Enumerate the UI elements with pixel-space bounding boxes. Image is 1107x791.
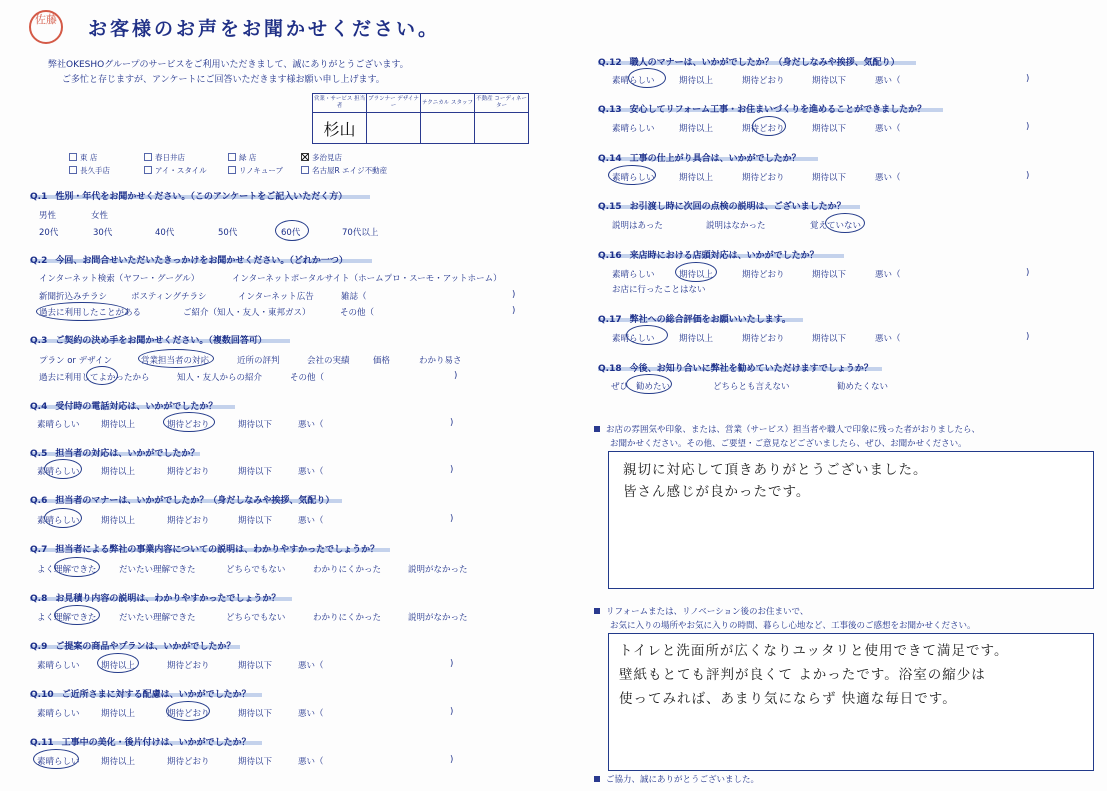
option-dont-remember[interactable]: 覚えていない (810, 221, 862, 231)
answer-circle (825, 213, 865, 233)
question-q14: Q.14 工事の仕上がり具合は、いかがでしたか？ (598, 154, 801, 164)
option-above[interactable]: 期待以上 (101, 709, 136, 719)
checkbox-icon (301, 166, 309, 174)
option-price[interactable]: 価格 (373, 356, 391, 366)
question-q10: Q.10 ご近所さまに対する配慮は、いかがでしたか？ (30, 690, 251, 700)
checkbox-icon (69, 166, 77, 174)
question-q11: Q.11 工事中の美化・後片付けは、いかがでしたか？ (30, 738, 251, 748)
answer-circle (33, 749, 79, 769)
option-as-expected[interactable]: 期待どおり (742, 270, 785, 280)
option-other[interactable]: その他（ (290, 373, 325, 383)
option-above[interactable]: 期待以上 (101, 467, 136, 477)
checkbox-icon (144, 153, 152, 161)
question-q8: Q.8 お見積り内容の説明は、わかりやすかったでしょうか？ (30, 594, 281, 604)
option-other[interactable]: その他（ (340, 308, 375, 318)
question-q12: Q.12 職人のマナーは、いかがでしたか？（身だしなみや挨拶、気配り） (598, 58, 900, 68)
option-bad[interactable]: 悪い（ (298, 467, 324, 477)
option-as-expected[interactable]: 期待どおり (167, 516, 210, 526)
question-q6: Q.6 担当者のマナーは、いかがでしたか？（身だしなみや挨拶、気配り） (30, 496, 335, 506)
answer-circle (36, 302, 128, 321)
option-below[interactable]: 期待以下 (812, 124, 847, 134)
option-excellent[interactable]: 素晴らしい (612, 76, 655, 86)
option-unclear[interactable]: わかりにくかった (313, 565, 382, 575)
option-excellent[interactable]: 素晴らしい (37, 516, 80, 526)
option-not-recommend[interactable]: 勧めたくない (837, 382, 889, 392)
question-q5: Q.5 担当者の対応は、いかがでしたか？ (30, 449, 200, 459)
option-bad[interactable]: 悪い（ (298, 516, 324, 526)
paren-close: ) (1026, 171, 1030, 181)
staff-header: テクニカル スタッフ (421, 94, 475, 113)
bullet-square-icon (594, 608, 600, 614)
option-female[interactable]: 女性 (91, 211, 109, 221)
option-above[interactable]: 期待以上 (101, 516, 136, 526)
answer-circle (97, 653, 139, 673)
answer-circle (138, 349, 214, 368)
answer-circle (752, 116, 786, 136)
answer-circle (54, 605, 100, 625)
option-below[interactable]: 期待以下 (812, 76, 847, 86)
option-below[interactable]: 期待以下 (812, 270, 847, 280)
option-mostly-understood[interactable]: だいたい理解できた (119, 613, 196, 623)
option-as-expected[interactable]: 期待どおり (742, 334, 785, 344)
store-checkbox[interactable]: 緑 店 (228, 152, 256, 163)
option-reputation[interactable]: 近所の評判 (237, 356, 280, 366)
option-age-20[interactable]: 20代 (39, 228, 59, 238)
staff-header: プランナー デザイナー (367, 94, 421, 113)
question-q16: Q.16 来店時における店頭対応は、いかがでしたか？ (598, 251, 819, 261)
answer-circle (86, 366, 118, 385)
option-as-expected[interactable]: 期待どおり (167, 467, 210, 477)
option-as-expected[interactable]: 期待どおり (167, 420, 210, 430)
option-portal-site[interactable]: インターネットポータルサイト（ホームプロ・スーモ・アットホーム） (232, 274, 502, 284)
answer-circle (44, 459, 82, 479)
staff-header: 営業・サービス 担当者 (313, 94, 367, 113)
option-as-expected[interactable]: 期待どおり (742, 76, 785, 86)
question-q13: Q.13 安心してリフォーム工事・お住まいづくりを進めることができましたか？ (598, 105, 927, 115)
answer-circle (166, 701, 210, 721)
option-past-user[interactable]: 過去に利用したことがある (39, 308, 142, 318)
realestate-cell[interactable] (475, 113, 529, 144)
option-as-expected[interactable]: 期待どおり (742, 173, 785, 183)
option-clarity[interactable]: わかり易さ (419, 356, 462, 366)
intro-line-1: 弊社OKESHOグループのサービスをご利用いただきまして、誠にありがとうございます。 (48, 60, 409, 70)
option-referral[interactable]: ご紹介（知人・友人・東邦ガス） (183, 308, 311, 318)
paren-close: ) (450, 514, 454, 524)
option-above[interactable]: 期待以上 (101, 757, 136, 767)
comment2-line: 使ってみれば、あまり気にならず 快適な毎日です。 (619, 691, 957, 707)
store-checkbox[interactable]: 東 店 (69, 152, 97, 163)
checkbox-icon (228, 153, 236, 161)
option-excellent[interactable]: 素晴らしい (37, 420, 80, 430)
question-q1: Q.1 性別・年代をお聞かせください。（このアンケートをご記入いただく方） (30, 192, 348, 202)
comment1-box[interactable] (608, 451, 1094, 589)
option-below[interactable]: 期待以下 (812, 334, 847, 344)
option-past-good[interactable]: 過去に利用してよかったから (39, 373, 150, 383)
store-checkbox[interactable]: リノキューブ (228, 165, 283, 176)
option-excellent[interactable]: 素晴らしい (37, 709, 80, 719)
comment2-prompt: リフォームまたは、リノベーション後のお住まいで、 (594, 605, 808, 617)
paren-close: ) (450, 707, 454, 717)
option-below[interactable]: 期待以下 (238, 420, 273, 430)
option-web-ad[interactable]: インターネット広告 (238, 292, 314, 302)
option-above[interactable]: 期待以上 (679, 334, 714, 344)
option-below[interactable]: 期待以下 (238, 661, 273, 671)
checked-checkbox-icon (301, 153, 309, 161)
answer-circle (163, 412, 215, 432)
option-above[interactable]: 期待以上 (101, 661, 136, 671)
option-recommend[interactable]: 勧めたい (636, 382, 671, 392)
option-above[interactable]: 期待以上 (679, 76, 714, 86)
option-bad[interactable]: 悪い（ (298, 420, 324, 430)
option-bad[interactable]: 悪い（ (875, 76, 901, 86)
option-never-visited[interactable]: お店に行ったことはない (612, 285, 706, 295)
option-explained[interactable]: 説明はあった (612, 221, 663, 231)
answer-circle (626, 374, 672, 394)
answer-circle (275, 220, 309, 241)
answer-circle (44, 508, 82, 528)
store-checkbox[interactable]: 長久手店 (69, 165, 110, 176)
bullet-square-icon (594, 426, 600, 432)
option-magazine[interactable]: 雑誌（ (341, 292, 367, 302)
answer-circle (54, 557, 100, 577)
store-checkbox-checked[interactable]: 多治見店 (301, 152, 342, 163)
option-as-expected[interactable]: 期待どおり (167, 661, 210, 671)
paren-close: ) (450, 659, 454, 669)
staff-table (312, 93, 529, 144)
comment1-prompt: お店の雰囲気や印象、または、営業（サービス）担当者や職人で印象に残った者がおりましたら、 (594, 423, 980, 435)
comment1-prompt-2: お聞かせください。その他、ご要望・ご意見などございましたら、ぜひ、お聞かせください。 (610, 439, 967, 449)
option-as-expected[interactable]: 期待どおり (167, 709, 210, 719)
option-excellent[interactable]: 素晴らしい (612, 173, 655, 183)
paren-close: ) (454, 371, 458, 381)
seal-text: 佐藤 (35, 13, 57, 26)
option-above[interactable]: 期待以上 (679, 270, 714, 280)
option-male[interactable]: 男性 (39, 211, 57, 221)
comment1-line: 親切に対応して頂きありがとうございました。 (623, 462, 928, 478)
option-above[interactable]: 期待以上 (679, 124, 714, 134)
question-q7: Q.7 担当者による弊社の事業内容についての説明は、わかりやすかったでしょうか？ (30, 545, 380, 555)
option-excellent[interactable]: 素晴らしい (37, 661, 80, 671)
checkbox-icon (69, 153, 77, 161)
question-q17: Q.17 弊社への総合評価をお願いいたします。 (598, 315, 791, 325)
paren-close: ) (450, 755, 454, 765)
staff-header: 不動産 コーディネーター (475, 94, 529, 113)
option-neutral[interactable]: どちらでもない (226, 565, 286, 575)
intro-line-2: ご多忙と存じますが、アンケートにご回答いただきます様お願い申し上げます。 (62, 75, 385, 85)
bullet-square-icon (594, 776, 600, 782)
page-title: お客様のお声をお聞かせください。 (88, 18, 441, 40)
question-q15: Q.15 お引渡し時に次回の点検の説明は、ございましたか？ (598, 202, 846, 212)
option-bad[interactable]: 悪い（ (875, 124, 901, 134)
answer-circle (626, 325, 668, 345)
seal-stamp (29, 10, 63, 44)
option-mostly-understood[interactable]: だいたい理解できた (119, 565, 196, 575)
option-track-record[interactable]: 会社の実績 (307, 356, 350, 366)
option-below[interactable]: 期待以下 (812, 173, 847, 183)
paren-close: ) (450, 465, 454, 475)
comment2-line: トイレと洗面所が広くなりユッタリと使用できて満足です。 (619, 643, 1009, 659)
option-below[interactable]: 期待以下 (238, 757, 273, 767)
option-sales-staff[interactable]: 営業担当者の対応 (141, 356, 210, 366)
option-understood-well[interactable]: よく理解できた (37, 565, 97, 575)
option-web-search[interactable]: インターネット検索（ヤフー・グーグル） (39, 274, 200, 284)
option-excellent[interactable]: 素晴らしい (612, 334, 655, 344)
option-neutral[interactable]: どちらでもない (226, 613, 286, 623)
question-q2: Q.2 今回、お問合せいただいたきっかけをお聞かせください。（どれか一つ） (30, 256, 348, 266)
answer-circle (608, 165, 656, 185)
option-posting[interactable]: ポスティングチラシ (131, 292, 207, 302)
option-bad[interactable]: 悪い（ (875, 173, 901, 183)
option-bad[interactable]: 悪い（ (875, 270, 901, 280)
store-checkbox[interactable]: 名古屋R エイジ不動産 (301, 165, 387, 176)
option-bad[interactable]: 悪い（ (298, 709, 324, 719)
question-q18: Q.18 今後、お知り合いに弊社を勧めていただけますでしょうか？ (598, 364, 873, 374)
option-age-40[interactable]: 40代 (155, 228, 175, 238)
option-age-60[interactable]: 60代 (281, 228, 301, 238)
paren-close: ) (450, 418, 454, 428)
paren-close: ) (1026, 74, 1030, 84)
option-excellent[interactable]: 素晴らしい (612, 270, 655, 280)
option-unclear[interactable]: わかりにくかった (313, 613, 382, 623)
option-friend-referral[interactable]: 知人・友人からの紹介 (177, 373, 263, 383)
question-q9: Q.9 ご提案の商品やプランは、いかがでしたか？ (30, 642, 236, 652)
paren-close: ) (512, 290, 516, 300)
option-understood-well[interactable]: よく理解できた (37, 613, 97, 623)
planner-cell[interactable] (367, 113, 421, 144)
checkbox-icon (228, 166, 236, 174)
option-bad[interactable]: 悪い（ (298, 661, 324, 671)
comment1-line: 皆さん感じが良かったです。 (623, 484, 811, 500)
option-below[interactable]: 期待以下 (238, 709, 273, 719)
paren-close: ) (512, 306, 516, 316)
option-below[interactable]: 期待以下 (238, 467, 273, 477)
store-checkbox[interactable]: アイ・スタイル (144, 165, 207, 176)
sales-staff-name: 杉山 (323, 119, 356, 139)
option-neither[interactable]: どちらとも言えない (713, 382, 790, 392)
option-no-explanation[interactable]: 説明がなかった (408, 565, 468, 575)
option-above[interactable]: 期待以上 (101, 420, 136, 430)
option-plan-design[interactable]: プラン or デザイン (39, 356, 113, 366)
question-q3: Q.3 ご契約の決め手をお聞かせください。（複数回答可） (30, 336, 267, 346)
comment2-prompt-2: お気に入りの場所やお気に入りの時間、暮らし心地など、工事後のご感想をお聞かせください。 (610, 621, 976, 631)
option-above[interactable]: 期待以上 (679, 173, 714, 183)
option-as-expected[interactable]: 期待どおり (742, 124, 785, 134)
comment2-line: 壁紙もとても評判が良くて よかったです。浴室の縮少は (619, 667, 986, 683)
option-excellent[interactable]: 素晴らしい (612, 124, 655, 134)
checkbox-icon (144, 166, 152, 174)
technical-cell[interactable] (421, 113, 475, 144)
comment2-box[interactable] (608, 633, 1094, 771)
option-newspaper[interactable]: 新聞折込みチラシ (39, 292, 108, 302)
paren-close: ) (1026, 268, 1030, 278)
option-bad[interactable]: 悪い（ (298, 757, 324, 767)
answer-circle (675, 262, 717, 282)
option-age-30[interactable]: 30代 (93, 228, 113, 238)
option-excellent[interactable]: 素晴らしい (37, 757, 80, 767)
option-no-explanation[interactable]: 説明がなかった (408, 613, 468, 623)
option-age-50[interactable]: 50代 (218, 228, 238, 238)
option-definitely[interactable]: ぜひ (611, 382, 629, 392)
option-as-expected[interactable]: 期待どおり (167, 757, 210, 767)
answer-circle (628, 68, 666, 88)
paren-close: ) (1026, 332, 1030, 342)
option-bad[interactable]: 悪い（ (875, 334, 901, 344)
paren-close: ) (1026, 122, 1030, 132)
option-not-explained[interactable]: 説明はなかった (706, 221, 766, 231)
question-q4: Q.4 受付時の電話対応は、いかがでしたか？ (30, 402, 218, 412)
store-checkbox[interactable]: 春日井店 (144, 152, 185, 163)
option-excellent[interactable]: 素晴らしい (37, 467, 80, 477)
option-below[interactable]: 期待以下 (238, 516, 273, 526)
footer-thanks: ご協力、誠にありがとうございました。 (594, 773, 759, 785)
option-age-70[interactable]: 70代以上 (342, 228, 379, 238)
